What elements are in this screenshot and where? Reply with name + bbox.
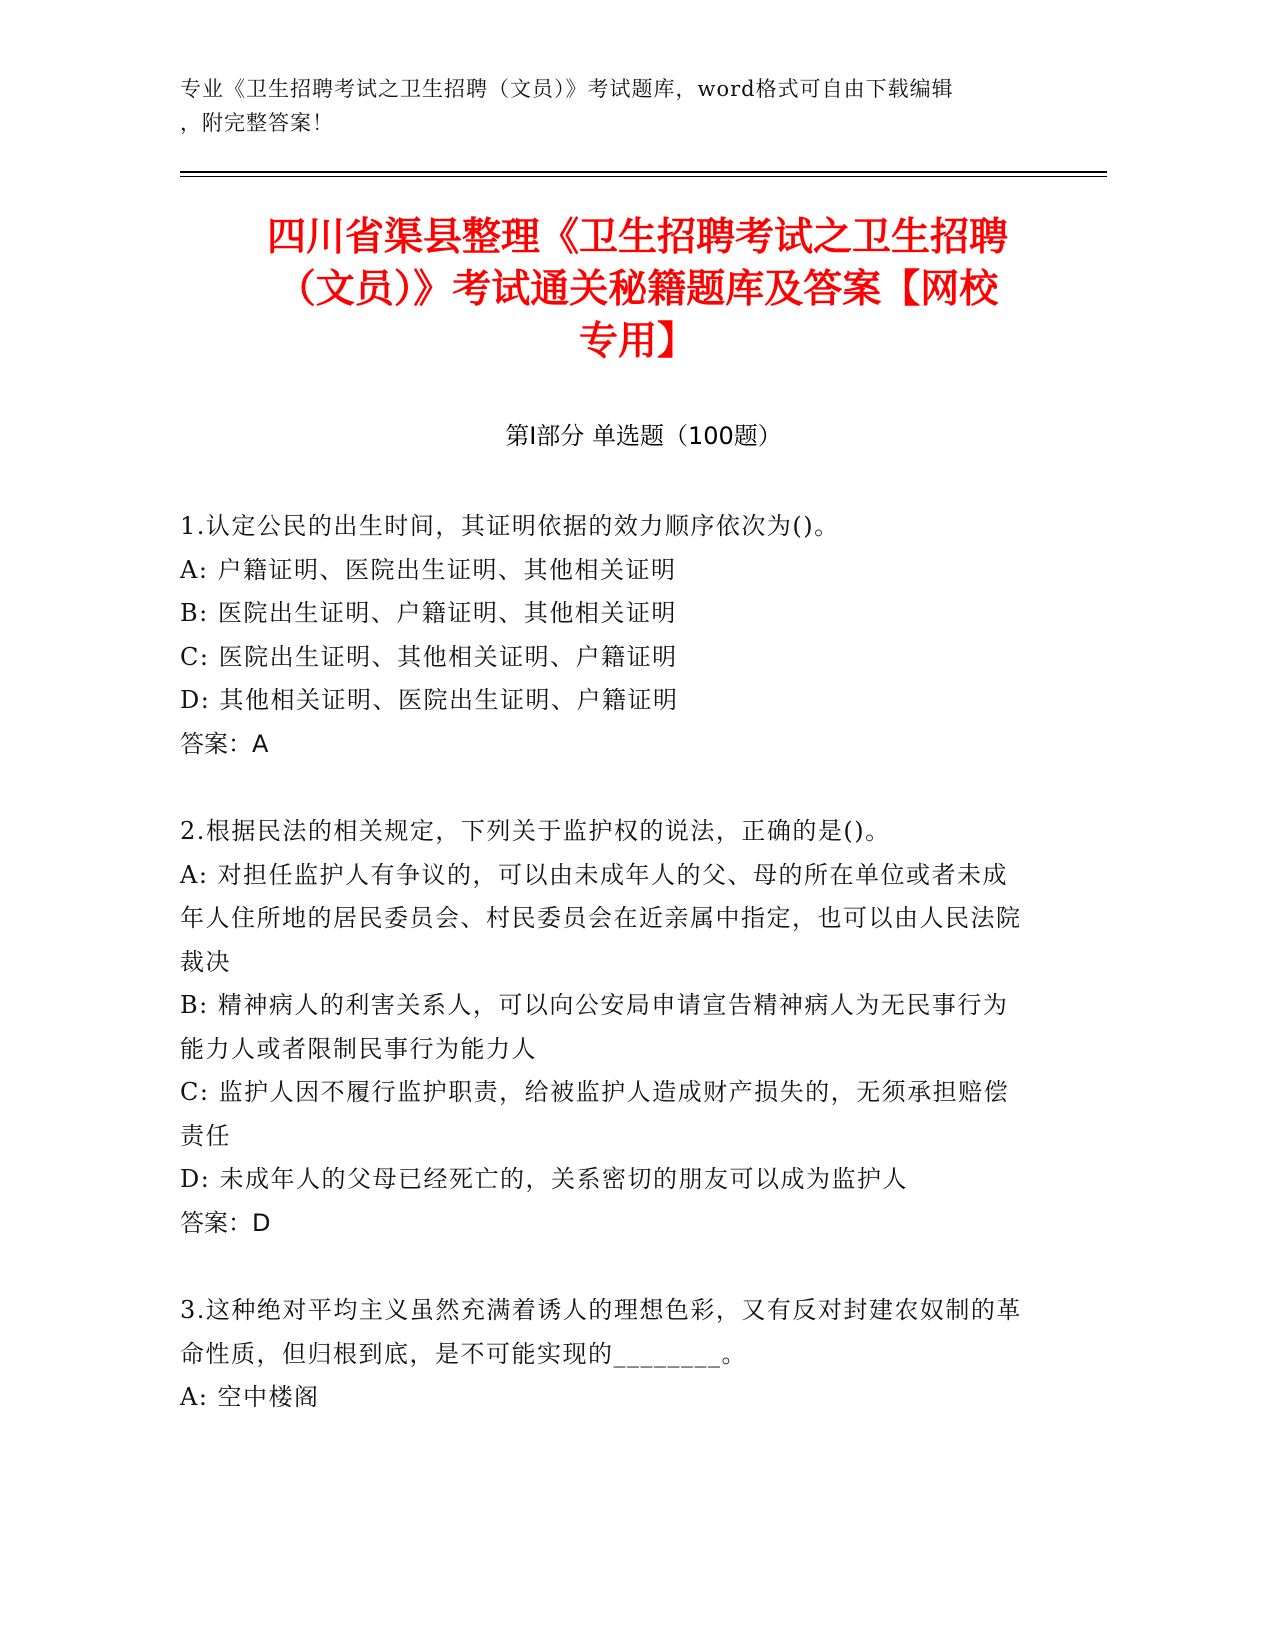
option-c: C: 监护人因不履行监护职责，给被监护人造成财产损失的，无须承担赔偿责任	[180, 1078, 1010, 1150]
option-a: A: 空中楼阁	[180, 1383, 320, 1411]
option-b: B: 医院出生证明、户籍证明、其他相关证明	[180, 599, 677, 627]
option-d: D: 未成年人的父母已经死亡的，关系密切的朋友可以成为监护人	[180, 1165, 908, 1193]
question-stem: 2.根据民法的相关规定，下列关于监护权的说法，正确的是()。	[180, 817, 891, 845]
question-list	[180, 505, 1030, 1464]
question-2	[180, 810, 1030, 1245]
option-c: C: 医院出生证明、其他相关证明、户籍证明	[180, 642, 678, 671]
document-title: 四川省渠县整理《卫生招聘考试之卫生招聘 （文员）》考试通关秘籍题库及答案【网校 专用】	[266, 215, 1008, 364]
answer: 答案：D	[180, 1208, 271, 1237]
question-1	[180, 505, 1030, 766]
header-note: 专业《卫生招聘考试之卫生招聘（文员）》考试题库，word格式可自由下载编辑 ，附完整答案！	[180, 77, 954, 135]
option-a: A: 户籍证明、医院出生证明、其他相关证明	[180, 555, 677, 584]
option-b: B: 精神病人的利害关系人，可以向公安局申请宣告精神病人为无民事行为能力人或者限制民事行为能力人	[180, 991, 1009, 1063]
option-a: A: 对担任监护人有争议的，可以由未成年人的父、母的所在单位或者未成年人住所地的居民委员会、村民委员会在近亲属中指定，也可以由人民法院裁决	[180, 860, 1022, 976]
header-divider	[180, 171, 1107, 177]
question-3	[180, 1289, 1030, 1420]
question-stem: 3.这种绝对平均主义虽然充满着诱人的理想色彩，又有反对封建农奴制的革命性质，但归根到底，是不可能实现的________。	[180, 1296, 1022, 1368]
option-d: D: 其他相关证明、医院出生证明、户籍证明	[180, 686, 679, 714]
section-title: 第Ⅰ部分 单选题（100题）	[505, 422, 782, 450]
question-stem: 1.认定公民的出生时间，其证明依据的效力顺序依次为()。	[180, 512, 840, 540]
answer: 答案：A	[180, 729, 269, 758]
